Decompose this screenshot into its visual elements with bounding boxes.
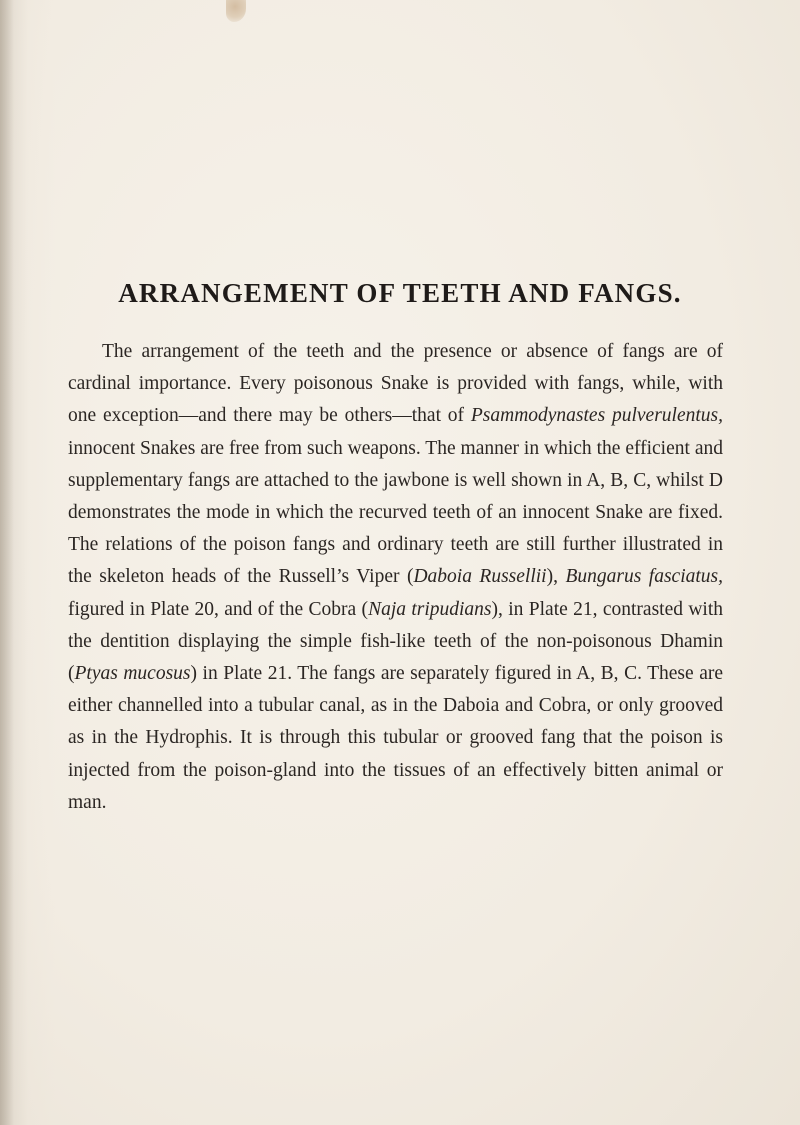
page-spine-shadow	[0, 0, 14, 1125]
text-run: innocent Snakes are free from such weapons. The manner in which the efficient and supplementary fangs are attached to the jawbone is well shown in A, B, C, whilst D demonstrates the mode in which the recurved teeth of an innocent Snake are fixed. The relations of the poison fangs and ordinary teeth are still further illustrated in the skeleton heads of the Russell’s Viper (	[68, 437, 723, 588]
species-name-ptyas: Ptyas mucosus	[74, 663, 191, 685]
text-run: The arrangement of the teeth and the presence or absence of fangs are of cardinal importance. Every poisonous Snake is provided with fangs, while, with one exception—and there may be others—that of	[68, 341, 723, 427]
text-run: ) in Plate 21. The fangs are separately figured in A, B, C. These are either channelled into a tubular canal, as in the Daboia and Cobra, or only grooved as in the Hydrophis. It is through this tubular or grooved fang that the poison is injected from the poison-gland into the tissues of an effectively bitten animal or man.	[68, 663, 723, 813]
body-paragraph	[68, 336, 723, 819]
text-run: figured in Plate 20, and of the Cobra (	[68, 598, 369, 620]
species-name-bungarus: Bungarus fasciatus,	[565, 566, 723, 588]
species-name-psammodynastes: Psammodynastes pulverulentus,	[470, 405, 724, 427]
text-run: ), in Plate 21, contrasted with the dentition displaying the simple fish-like teeth of the non-poisonous Dhamin (	[68, 598, 724, 685]
species-name-naja: Naja tripudians	[368, 598, 492, 620]
text-run: ),	[546, 566, 566, 588]
section-heading: ARRANGEMENT OF TEETH AND FANGS.	[118, 278, 682, 308]
species-name-daboia: Daboia Russellii	[413, 566, 547, 588]
paragraph-text	[68, 336, 723, 819]
paper-stain	[226, 0, 246, 22]
